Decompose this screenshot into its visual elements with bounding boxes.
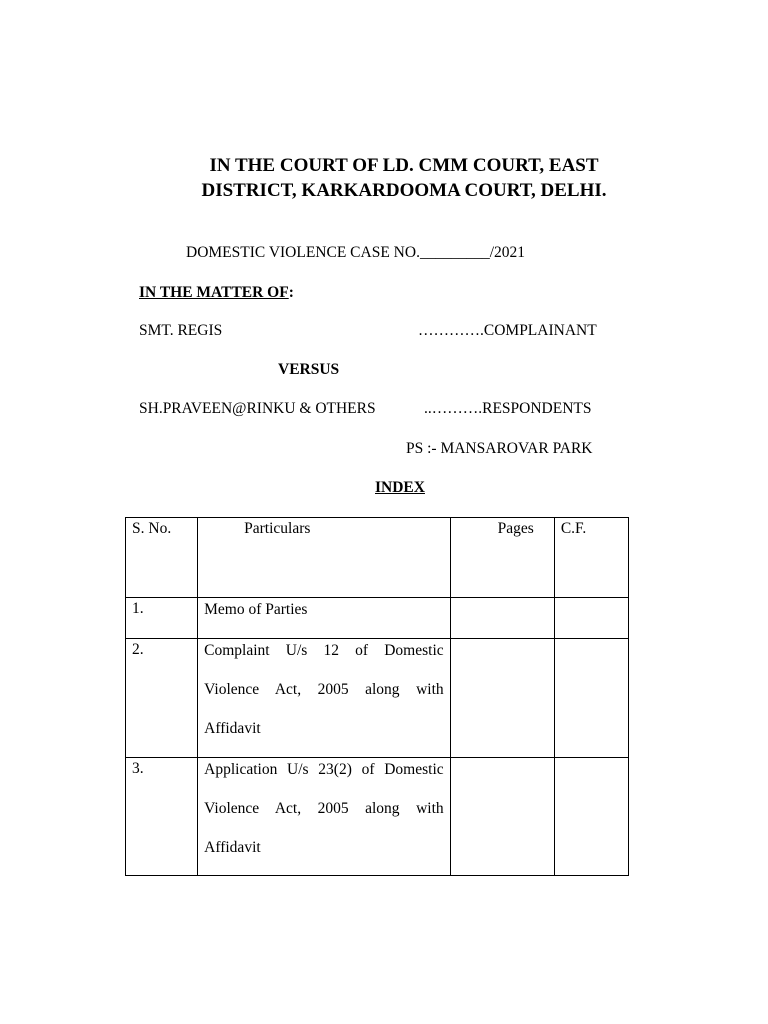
index-table	[125, 517, 629, 876]
respondents-name: SH.PRAVEEN@RINKU & OTHERS	[139, 400, 376, 417]
header-particulars: Particulars	[198, 518, 451, 598]
row-sno: 2.	[126, 639, 198, 758]
matter-label: IN THE MATTER OF	[139, 284, 289, 301]
row-particulars-text: Application U/s 23(2) of Domestic Violence Act, 2005 along with Affidavit	[204, 761, 444, 856]
versus-label: VERSUS	[278, 361, 340, 378]
respondents-role: ..……….RESPONDENTS	[424, 400, 592, 417]
court-heading-line-2: DISTRICT, KARKARDOOMA COURT, DELHI.	[201, 180, 607, 201]
complainant-role: ………….COMPLAINANT	[418, 322, 597, 339]
header-pages: Pages	[450, 518, 554, 598]
row-pages	[450, 639, 554, 758]
index-title: INDEX	[375, 479, 425, 496]
case-number: DOMESTIC VIOLENCE CASE NO._________/2021	[186, 244, 525, 261]
row-cf	[554, 758, 628, 876]
matter-heading	[139, 284, 294, 302]
table-header-row	[126, 518, 629, 598]
police-station: PS :- MANSAROVAR PARK	[406, 440, 593, 457]
row-sno: 3.	[126, 758, 198, 876]
row-pages	[450, 598, 554, 639]
row-cf	[554, 639, 628, 758]
header-sno: S. No.	[126, 518, 198, 598]
row-particulars	[198, 639, 451, 758]
row-pages	[450, 758, 554, 876]
header-cf: C.F.	[554, 518, 628, 598]
court-heading-line-1: IN THE COURT OF LD. CMM COURT, EAST	[209, 155, 599, 176]
row-particulars	[198, 758, 451, 876]
table-row	[126, 758, 629, 876]
matter-colon: :	[288, 284, 294, 301]
table-row	[126, 639, 629, 758]
complainant-name: SMT. REGIS	[139, 322, 223, 339]
row-cf	[554, 598, 628, 639]
row-particulars-text: Complaint U/s 12 of Domestic Violence Act, 2005 along with Affidavit	[204, 642, 444, 737]
row-particulars-text: Memo of Parties	[204, 601, 308, 618]
row-sno: 1.	[126, 598, 198, 639]
